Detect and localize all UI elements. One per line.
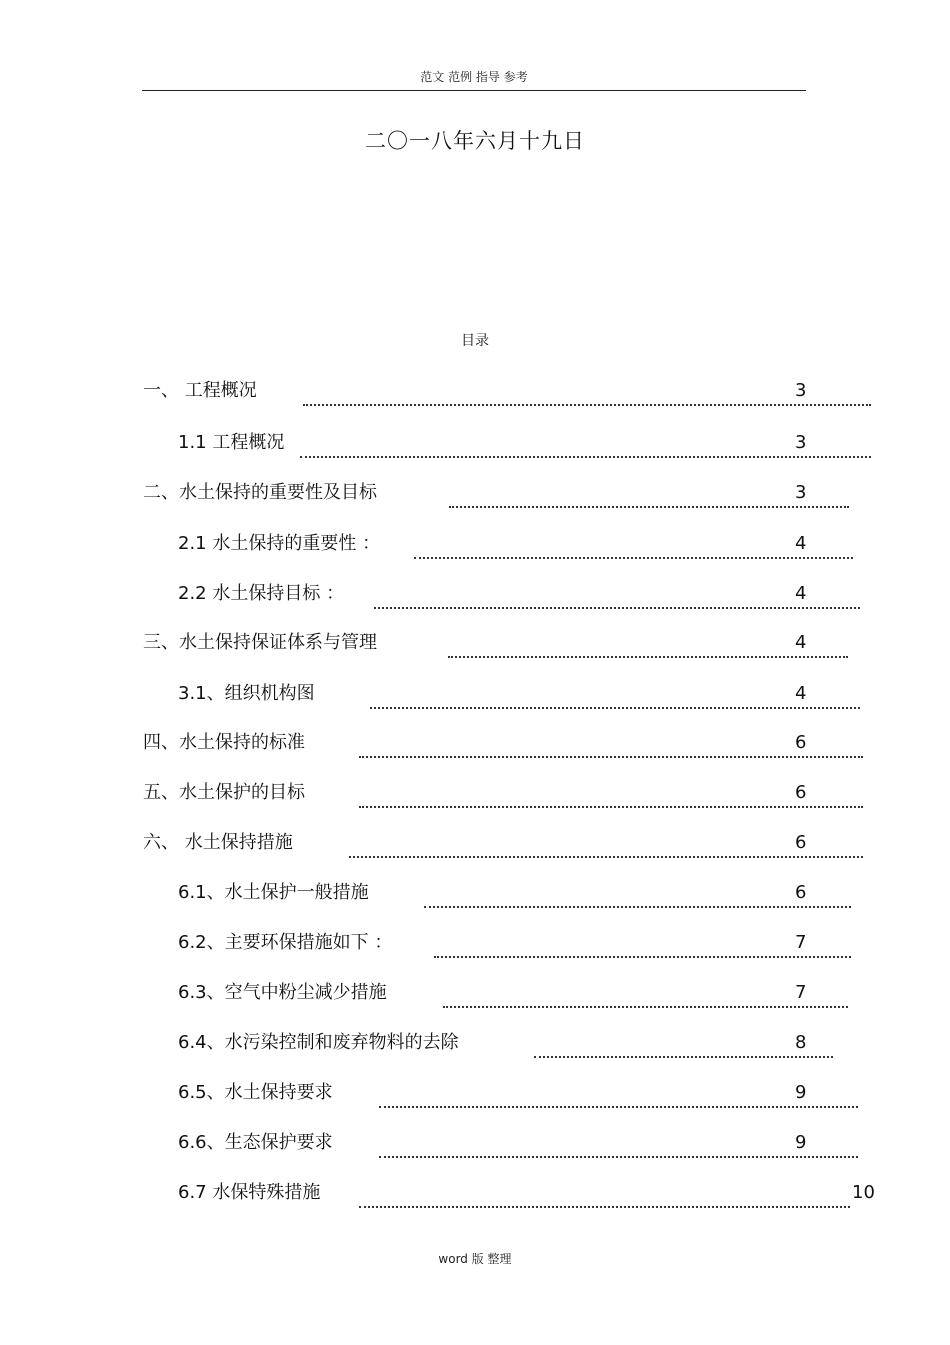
document-date: 二〇一八年六月十九日	[365, 129, 585, 153]
toc-entry-label: 3.1、组织机构图	[178, 683, 315, 704]
toc-entry-page: 3	[795, 482, 807, 503]
toc-entry-page: 6	[795, 732, 807, 753]
toc-entry[interactable]	[143, 630, 848, 656]
toc-entry[interactable]	[178, 531, 853, 557]
toc-entry-leader	[443, 983, 848, 1008]
toc-entry-leader	[303, 381, 871, 406]
toc-entry-label: 2.1 水土保持的重要性 ：	[178, 533, 381, 554]
toc-entry-page: 6	[795, 882, 807, 903]
toc-entry[interactable]	[178, 581, 860, 607]
toc-entry-label: 四、水土保持的标准	[143, 732, 305, 753]
toc-entry-page: 3	[795, 380, 807, 401]
toc-entry-label: 6.3、空气中粉尘减少措施	[178, 982, 387, 1003]
toc-entry-page: 4	[795, 533, 807, 554]
toc-entry-leader	[300, 433, 871, 458]
toc-entry-page: 4	[795, 632, 807, 653]
toc-entry[interactable]	[143, 730, 863, 756]
toc-entry-page: 4	[795, 583, 807, 604]
toc-entry-label: 三、水土保持保证体系与管理	[143, 632, 377, 653]
toc-entry-label: 6.5、水土保持要求	[178, 1082, 333, 1103]
toc-entry-leader	[370, 684, 860, 709]
toc-entry[interactable]	[178, 1180, 873, 1206]
toc-entry-label: 2.2 水土保持目标 ：	[178, 583, 345, 604]
toc-entry-label: 二、水土保持的重要性及目标	[143, 482, 377, 503]
toc-entry-leader	[359, 1183, 850, 1208]
toc-entry-leader	[424, 883, 851, 908]
page-header	[142, 66, 806, 91]
toc-entry-label: 6.7 水保特殊措施	[178, 1182, 321, 1203]
toc-entry-page: 6	[795, 832, 807, 853]
toc-entry-label: 六、 水土保持措施	[143, 832, 293, 853]
toc-entry-leader	[359, 783, 863, 808]
toc-entry-leader	[379, 1133, 858, 1158]
toc-entry-label: 6.2、主要环保措施如下 ：	[178, 932, 393, 953]
toc-entry-leader	[434, 933, 851, 958]
toc-entry-label: 五、水土保护的目标	[143, 782, 305, 803]
toc-entry[interactable]	[178, 980, 848, 1006]
toc-entry-leader	[349, 833, 863, 858]
toc-entry-page: 6	[795, 782, 807, 803]
toc-entry[interactable]	[178, 1030, 833, 1056]
page-footer	[0, 1249, 950, 1269]
toc-entry-leader	[374, 584, 860, 609]
toc-entry-page: 9	[795, 1082, 807, 1103]
toc-entry[interactable]	[143, 780, 863, 806]
toc-entry-leader	[379, 1083, 858, 1108]
footer-text: word 版 整理	[438, 1252, 512, 1266]
toc-entry[interactable]	[143, 480, 849, 506]
toc-entry-page: 10	[852, 1182, 875, 1203]
toc-entry-label: 一、 工程概况	[143, 380, 257, 401]
toc-entry-page: 7	[795, 982, 807, 1003]
toc-entry-label: 1.1 工程概况	[178, 432, 285, 453]
toc-entry[interactable]	[143, 830, 863, 856]
toc-entry-leader	[449, 483, 849, 508]
header-text: 范文 范例 指导 参考	[420, 70, 528, 84]
toc-entry-label: 6.1、水土保护一般措施	[178, 882, 369, 903]
toc-entry[interactable]	[178, 880, 851, 906]
toc-entry[interactable]	[178, 430, 871, 456]
toc-entry-label: 6.4、水污染控制和废弃物料的去除	[178, 1032, 459, 1053]
toc-entry-leader	[359, 733, 863, 758]
toc-entry[interactable]	[178, 1080, 858, 1106]
toc-entry-leader	[414, 534, 853, 559]
toc-entry[interactable]	[143, 378, 871, 404]
toc-entry[interactable]	[178, 1130, 858, 1156]
toc-title: 目录	[461, 333, 489, 349]
toc-entry-leader	[534, 1033, 833, 1058]
toc-entry-page: 3	[795, 432, 807, 453]
toc-entry[interactable]	[178, 930, 851, 956]
toc-entry[interactable]	[178, 681, 860, 707]
toc-entry-page: 7	[795, 932, 807, 953]
toc-entry-page: 4	[795, 683, 807, 704]
toc-entry-page: 8	[795, 1032, 807, 1053]
toc-entry-page: 9	[795, 1132, 807, 1153]
toc-entry-leader	[448, 633, 848, 658]
toc-entry-label: 6.6、生态保护要求	[178, 1132, 333, 1153]
